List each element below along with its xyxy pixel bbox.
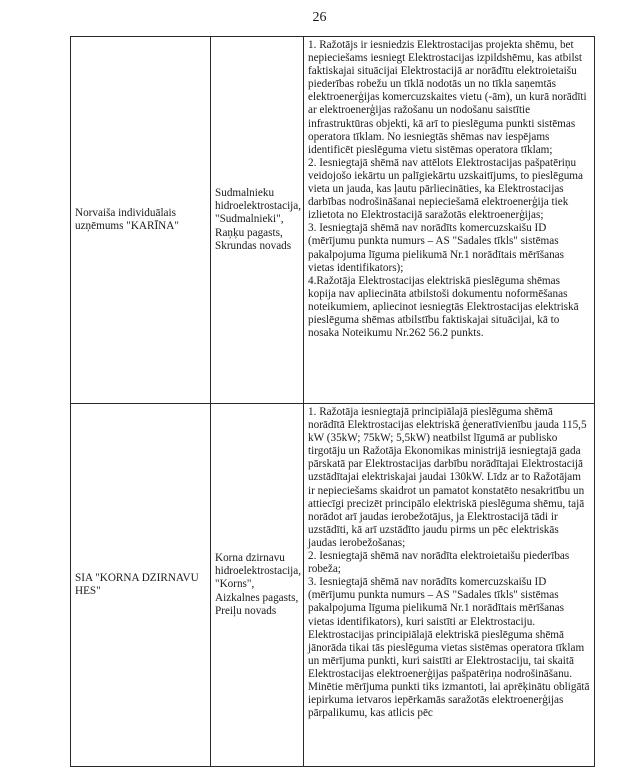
deficiencies-cell: [304, 37, 595, 404]
table-row: [71, 37, 595, 404]
deficiency-point: 3. Iesniegtajā shēmā nav norādīts komercuzskaišu ID (mērījumu punkta numurs – AS "Sadales tīkls" sistēmas pakalpojuma līguma pielikumā Nr.1 norādītais mērīšanas vietas identifikators), kuri saistīti ar Elektrostaciju. Elektrostacijas principiālajā elektriskā pieslēguma shēmā jānorāda tikai tās pieslēguma vietas sistēmas operatora tīklam un mērījuma punkti, kuri saistīti ar Elektrostaciju, tai skaitā Elektrostacijas elektroenerģijas pašpatēriņa nodrošināšanu. Minētie mērījuma punkti tiks izmantoti, lai aprēķinātu obligātā iepirkuma ietvaros iepērkamās saražotās elektroenerģijas pārpalikumu, kas atlicis pēc: [308, 576, 590, 720]
deficiency-point: 1. Ražotājs ir iesniedzis Elektrostacijas projekta shēmu, bet nepieciešams iesniegt Elektrostacijas izpildshēmu, kas atbilst faktiskajai situācijai Elektrostacijā ar norādītu elektroietaišu piederības robežu un tīklā nodotās un no tīkla saņemtās elektroenerģijas komercuzskaites vietu (-ām), un kurā norādīti ar elektroenerģijas ražošanu un nodošanu saistītie infrastruktūras objekti, kā arī to pieslēguma punkti sistēmas operatora tīklam. No iesniegtās shēmas nav iespējams identificēt pieslēguma vietu sistēmas operatora tīklam;: [308, 39, 587, 156]
table-row: [71, 404, 595, 767]
deficiency-point: 4.Ražotāja Elektrostacijas elektriskā pieslēguma shēmas kopija nav apliecināta atbilstoši dokumentu noformēšanas noteikumiem, apliecinot iesniegtās Elektrostacijas elektriskā pieslēguma shēmas atbilstību faktiskajai situācijai, kā to nosaka Noteikumu Nr.262 56.2 punkts.: [308, 274, 579, 340]
decision-table: [70, 36, 595, 767]
deficiency-point: 3. Iesniegtajā shēmā nav norādīts komercuzskaišu ID (mērījumu punkta numurs – AS "Sadales tīkls" sistēmas pakalpojuma līguma pielikumā Nr.1 norādītais mērīšanas vietas identifikators);: [308, 222, 565, 274]
producer-cell: SIA "KORNA DZIRNAVU HES": [71, 404, 211, 767]
deficiency-point: 2. Iesniegtajā shēmā nav attēlots Elektrostacijas pašpatēriņu veidojošo iekārtu un palīgiekārtu uzskaitījums, to pieslēguma vieta un jauda, kas ļautu pārliecināties, ka Elektrostacijas darbības nodrošināšanai nepieciešamā elektroenerģija tiek izlietota no Elektrostacijā saražotās elektroenerģijas;: [308, 156, 583, 222]
producer-cell: Norvaiša individuālais uzņēmums "KARĪNA": [71, 37, 211, 404]
deficiencies-cell: [304, 404, 595, 767]
deficiency-point: 1. Ražotāja iesniegtajā principiālajā pieslēguma shēmā norādītā Elektrostacijas elektriskā ģeneratīvienību jauda 115,5 kW (35kW; 75kW; 5,5kW) neatbilst līgumā ar publisko tirgotāju un Ražotāja Ekonomikas ministrijā iesniegtajā gada pārskatā par Elektrostacijas darbību norādītajai Elektrostacijā uzstādītajai elektriskajai jaudai 130kW. Līdz ar to Ražotājam ir nepieciešams skaidrot un pamatot konstatēto nesakritību un attiecīgi precizēt principālo elektriskā pieslēguma shēmu, tajā norādot arī jaudas ierobežotājus, ja Elektrostacijā tādi ir uzstādīti, kā arī uzstādīto jaudu pirms un pēc elektriskās jaudas ierobežošanas;: [308, 406, 587, 549]
station-cell: Korna dzirnavu hidroelektrostacija, "Korns", Aizkalnes pagasts, Preiļu novads: [211, 404, 304, 767]
station-cell: Sudmalnieku hidroelektrostacija, "Sudmalnieki", Raņķu pagasts, Skrundas novads: [211, 37, 304, 404]
deficiency-point: 2. Iesniegtajā shēmā nav norādīta elektroietaišu piederības robeža;: [308, 550, 570, 576]
page-number: 26: [312, 10, 327, 25]
